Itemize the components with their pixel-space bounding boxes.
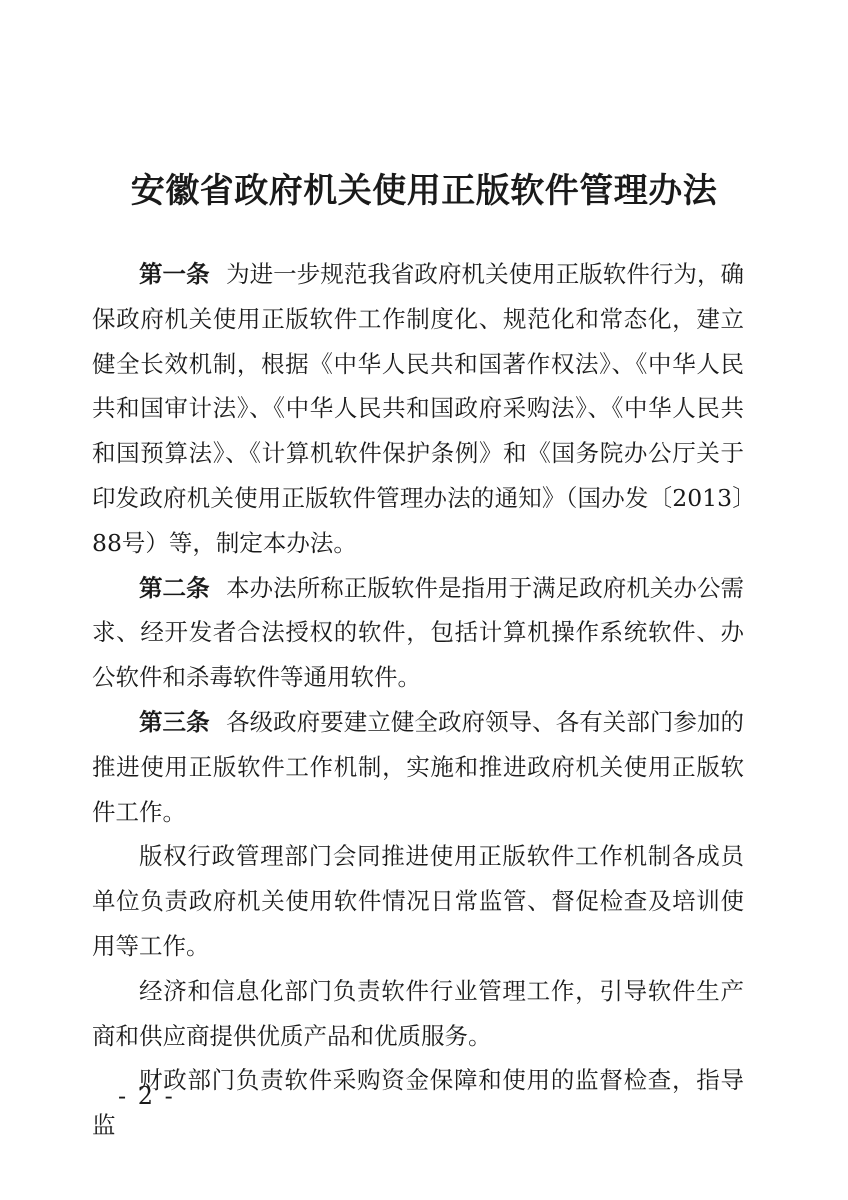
article-2-text: 本办法所称正版软件是指用于满足政府机关办公需求、经开发者合法授权的软件，包括计算机操作系统软件、办公软件和杀毒软件等通用软件。 bbox=[92, 573, 745, 692]
document-body bbox=[92, 252, 744, 1148]
article-3-paragraph bbox=[92, 700, 744, 834]
document-title: 安徽省政府机关使用正版软件管理办法 bbox=[130, 171, 718, 211]
page-number: - 2 - bbox=[118, 1082, 175, 1110]
copyright-dept-text: 版权行政管理部门会同推进使用正版软件工作机制各成员单位负责政府机关使用软件情况日常监管、督促检查及培训使用等工作。 bbox=[92, 842, 744, 960]
article-2-label: 第二条 bbox=[139, 573, 210, 602]
article-1-paragraph bbox=[92, 252, 744, 566]
economy-dept-paragraph bbox=[92, 969, 744, 1059]
article-1-text: 为进一步规范我省政府机关使用正版软件行为，确保政府机关使用正版软件工作制度化、规范化和常态化，建立健全长效机制，根据《中华人民共和国著作权法》、《中华人民共和国审计法》、《中华人民共和国政府采购法》、《中华人民共和国预算法》、《计算机软件保护条例》和《国务院办公厅关于印发政府机关使用正版软件管理办法的通知》（国办发〔2013〕88号）等，制定本办法。 bbox=[92, 260, 745, 557]
copyright-dept-paragraph bbox=[92, 834, 744, 968]
article-2-paragraph bbox=[92, 566, 744, 700]
economy-dept-text: 经济和信息化部门负责软件行业管理工作，引导软件生产商和供应商提供优质产品和优质服务。 bbox=[92, 976, 744, 1050]
finance-dept-paragraph bbox=[92, 1058, 744, 1148]
article-3-label: 第三条 bbox=[139, 707, 210, 736]
article-1-label: 第一条 bbox=[139, 260, 210, 288]
article-3-text: 各级政府要建立健全政府领导、各有关部门参加的推进使用正版软件工作机制，实施和推进政府机关使用正版软件工作。 bbox=[92, 707, 745, 826]
finance-dept-text: 财政部门负责软件采购资金保障和使用的监督检查，指导监 bbox=[92, 1066, 744, 1140]
